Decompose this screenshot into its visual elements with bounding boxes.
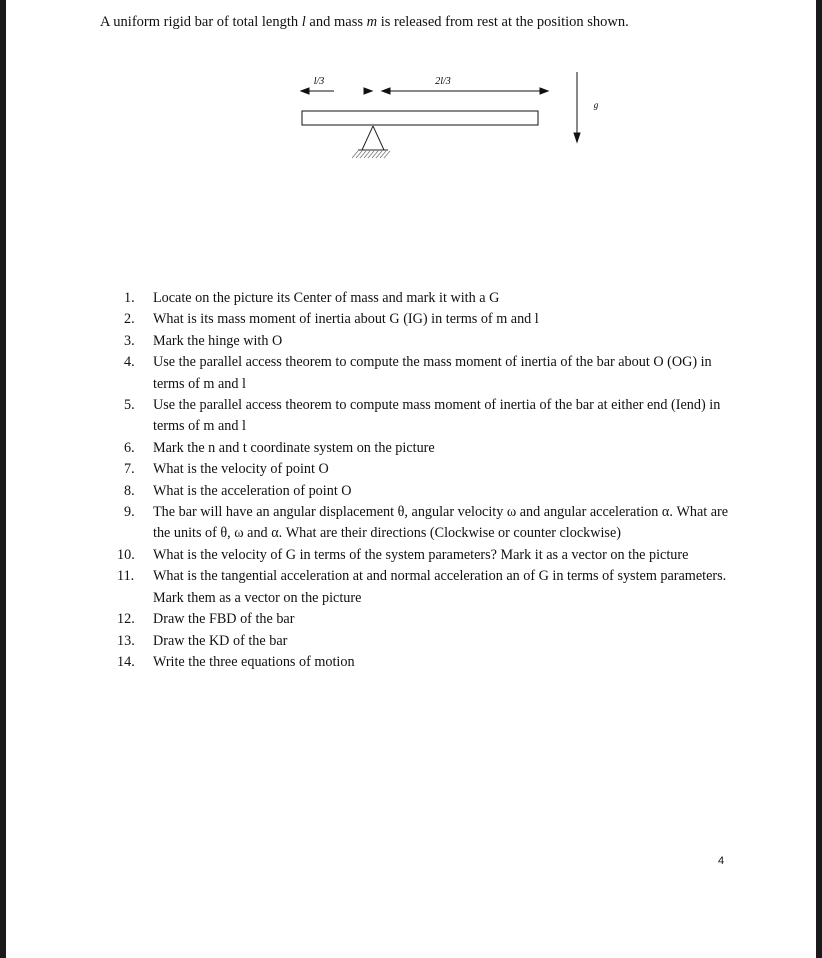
- intro-text-2: and mass: [305, 14, 367, 30]
- item-number: 5.: [124, 397, 135, 414]
- item-text: Write the three equations of motion: [153, 653, 355, 670]
- list-item: [124, 502, 734, 545]
- question-list: [117, 288, 734, 673]
- list-item: [117, 631, 734, 652]
- item-number: 6.: [124, 439, 135, 456]
- list-item: [117, 566, 734, 609]
- item-number: 10.: [117, 546, 135, 563]
- list-item: [124, 309, 734, 330]
- item-text: Use the parallel access theorem to compute the mass moment of inertia of the bar about O (OG) in terms of m and l: [153, 354, 712, 392]
- item-number: 2.: [124, 311, 135, 328]
- intro-var-l: l: [301, 14, 306, 30]
- gravity-arrow: [574, 72, 580, 142]
- dimension-third: [301, 88, 334, 94]
- list-item: [117, 652, 734, 673]
- list-item: [124, 352, 734, 395]
- list-item: [124, 438, 734, 459]
- item-number: 8.: [124, 482, 135, 499]
- item-number: 1.: [124, 290, 135, 306]
- page-number: 4: [718, 855, 725, 867]
- item-text: What is the velocity of G in terms of the system parameters? Mark it as a vector on the picture: [153, 546, 689, 563]
- item-number: 3.: [124, 332, 135, 349]
- item-text: Draw the FBD of the bar: [153, 611, 295, 628]
- item-number: 7.: [124, 461, 135, 478]
- label-gravity: g: [593, 100, 599, 110]
- item-number: 4.: [124, 354, 135, 371]
- item-number: 13.: [117, 632, 135, 649]
- list-item: [124, 459, 734, 480]
- item-number: 14.: [117, 653, 135, 670]
- list-item: [124, 331, 734, 352]
- bar-diagram: [6, 0, 816, 200]
- item-text: Mark the n and t coordinate system on the picture: [153, 439, 435, 456]
- item-number: 9.: [124, 504, 135, 521]
- intro-text-3: is released from rest at the position shown.: [377, 14, 629, 30]
- item-text: What is the tangential acceleration at and normal acceleration an of G in terms of system parameters. Mark them as a vector on the picture: [153, 568, 727, 606]
- dimension-arrow-two-thirds: [364, 88, 548, 94]
- item-text: What is its mass moment of inertia about G (IG) in terms of m and l: [153, 311, 539, 328]
- list-item: [117, 545, 734, 566]
- intro-var-m: m: [366, 14, 378, 30]
- hinge-support: [358, 126, 388, 150]
- label-two-thirds: 2l/3: [435, 76, 451, 87]
- item-text: What is the velocity of point O: [153, 461, 329, 478]
- item-text: Locate on the picture its Center of mass and mark it with a G: [153, 290, 500, 306]
- item-text: The bar will have an angular displacement θ, angular velocity ω and angular acceleration α. What are the units of θ, ω and α. What are their directions (Clockwise or counter clockwise): [153, 504, 729, 542]
- intro-text-1: A uniform rigid bar of total length: [100, 14, 302, 30]
- list-item: [124, 395, 734, 438]
- item-text: Mark the hinge with O: [153, 332, 283, 349]
- list-item: [117, 609, 734, 630]
- document-page: [6, 0, 816, 958]
- list-item: [124, 481, 734, 502]
- item-number: 11.: [117, 568, 135, 585]
- item-text: Use the parallel access theorem to compute mass moment of inertia of the bar at either end (Iend) in terms of m and l: [153, 397, 721, 435]
- item-text: Draw the KD of the bar: [153, 632, 288, 649]
- label-third: l/3: [313, 76, 325, 87]
- item-number: 12.: [117, 611, 135, 628]
- rigid-bar: [302, 111, 538, 125]
- list-item: [124, 288, 734, 309]
- item-text: What is the acceleration of point O: [153, 482, 352, 499]
- ground-hatching: [352, 151, 390, 158]
